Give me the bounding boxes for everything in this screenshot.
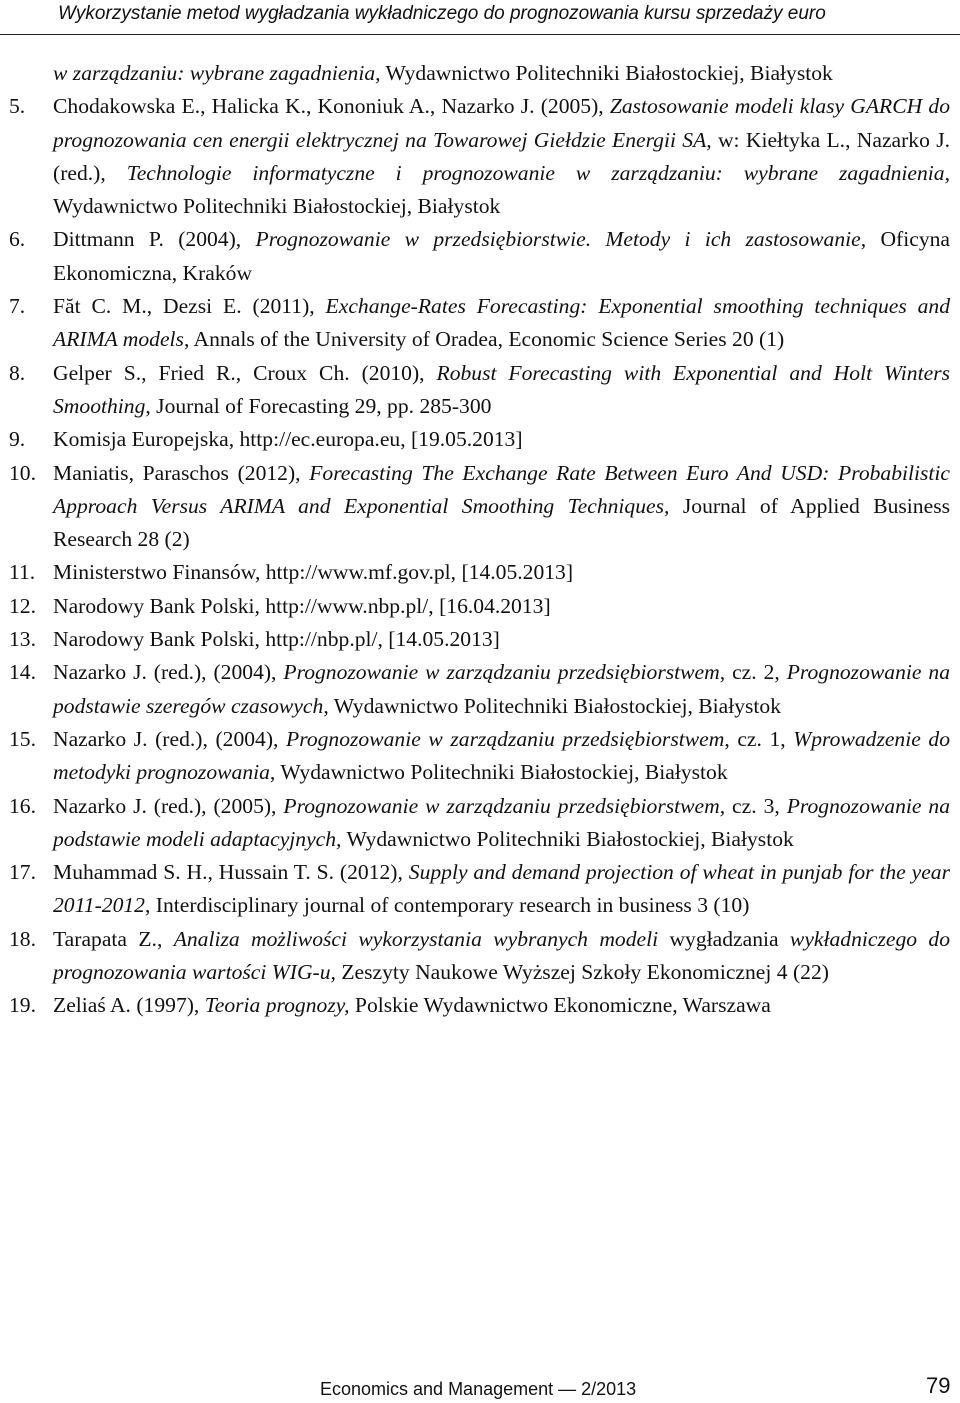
reference-number: 6.	[9, 227, 26, 252]
reference-source: , Interdisciplinary journal of contemporary research in business 3 (10)	[144, 893, 750, 918]
page-footer	[0, 1373, 960, 1403]
reference-item	[9, 656, 950, 723]
reference-subtitle: Prognozowanie na podstawie szeregów czasowych	[53, 660, 950, 718]
reference-title: Robust Forecasting with Exponential and Holt Winters Smoothing	[53, 360, 950, 418]
reference-source: Narodowy Bank Polski, http://nbp.pl/, [14.05.2013]	[53, 627, 500, 652]
reference-item	[9, 590, 950, 623]
reference-text	[53, 723, 950, 790]
reference-text	[53, 989, 950, 1022]
reference-authors: Maniatis, Paraschos (2012),	[53, 460, 310, 485]
reference-source: Komisja Europejska, http://ec.europa.eu, [19.05.2013]	[53, 427, 523, 452]
reference-text	[53, 556, 950, 589]
footer-journal: Economics and Management — 2/2013	[320, 1379, 637, 1399]
reference-text	[53, 423, 950, 456]
reference-title-cont: wykładniczego do prognozowania wartości WIG-u,	[53, 926, 950, 985]
reference-text	[53, 623, 950, 656]
reference-text	[53, 790, 950, 857]
reference-authors: Zeliaś A. (1997),	[53, 993, 205, 1018]
reference-authors: Făt C. M., Dezsi E. (2011),	[53, 294, 326, 319]
reference-source: Ministerstwo Finansów, http://www.mf.gov.pl, [14.05.2013]	[53, 560, 574, 585]
reference-item	[9, 623, 950, 656]
reference-number: 16.	[9, 793, 36, 818]
reference-title: Zastosowanie modeli klasy GARCH do prognozowania cen energii elektrycznej na Towarowej Giełdzie Energii SA,	[53, 94, 950, 152]
reference-number: 15.	[9, 726, 36, 751]
reference-item	[9, 989, 950, 1022]
reference-title: Forecasting The Exchange Rate Between Euro And USD: Probabilistic Approach Versus ARIMA and Exponential Smoothing Techniques,	[53, 460, 950, 518]
reference-item	[9, 90, 950, 223]
reference-source: Zeszyty Naukowe Wyższej Szkoły Ekonomicznej 4 (22)	[335, 960, 829, 985]
reference-number: 12.	[9, 593, 36, 618]
reference-item	[9, 723, 950, 790]
reference-text	[53, 856, 950, 923]
reference-item	[9, 57, 950, 90]
reference-item	[9, 423, 950, 456]
reference-authors: Nazarko J. (red.), (2004),	[53, 660, 284, 685]
reference-number: 8.	[9, 360, 26, 385]
reference-text	[53, 590, 950, 623]
reference-number: 17.	[9, 860, 36, 885]
reference-source: Wydawnictwo Politechniki Białostockiej, Białystok	[53, 194, 501, 219]
reference-number: 14.	[9, 660, 36, 685]
reference-source: , Annals of the University of Oradea, Economic Science Series 20 (1)	[183, 327, 785, 352]
reference-number: 5.	[9, 94, 26, 119]
reference-text	[53, 923, 950, 990]
reference-part: , cz. 2,	[719, 660, 787, 685]
reference-authors: Gelper S., Fried R., Croux Ch. (2010),	[53, 360, 437, 385]
reference-authors: Chodakowska E., Halicka K., Kononiuk A., Nazarko J. (2005),	[53, 94, 610, 119]
reference-title: Supply and demand projection of wheat in punjab for the year 2011-2012	[53, 860, 951, 918]
running-header	[0, 0, 960, 40]
reference-title: Analiza możliwości wykorzystania wybranych modeli	[173, 926, 659, 951]
reference-title: w zarządzaniu: wybrane zagadnienia,	[53, 61, 381, 85]
reference-number: 19.	[9, 993, 36, 1018]
reference-number: 10.	[9, 460, 36, 485]
reference-authors: Nazarko J. (red.), (2005),	[53, 793, 284, 818]
reference-number: 9.	[9, 427, 26, 452]
reference-number: 13.	[9, 627, 36, 652]
reference-item	[9, 856, 950, 923]
reference-source: Narodowy Bank Polski, http://www.nbp.pl/, [16.04.2013]	[53, 593, 551, 618]
reference-authors: Nazarko J. (red.), (2004),	[53, 726, 287, 751]
reference-title: Prognozowanie w przedsiębiorstwie. Metody i ich zastosowanie,	[255, 227, 867, 252]
reference-source: , Wydawnictwo Politechniki Białostockiej, Białystok	[323, 693, 782, 718]
reference-book-title: Technologie informatyczne i prognozowanie w zarządzaniu: wybrane zagadnienia,	[126, 160, 950, 185]
reference-text	[53, 656, 950, 723]
reference-number: 18.	[9, 926, 36, 951]
reference-item	[9, 923, 950, 990]
reference-source: Wydawnictwo Politechniki Białostockiej, Białystok	[341, 826, 794, 851]
reference-middle: wygładzania	[658, 926, 790, 951]
reference-number: 7.	[9, 294, 26, 319]
reference-authors: Muhammad S. H., Hussain T. S. (2012),	[53, 860, 409, 885]
reference-subtitle: Wprowadzenie do metodyki prognozowania	[53, 726, 950, 785]
reference-source: Wydawnictwo Politechniki Białostockiej, Białystok	[380, 61, 833, 85]
reference-authors: Tarapata Z.,	[53, 926, 174, 951]
reference-text	[53, 457, 950, 557]
reference-item	[9, 790, 950, 857]
reference-text	[53, 57, 950, 90]
reference-subtitle: Prognozowanie na podstawie modeli adaptacyjnych,	[53, 793, 950, 851]
reference-item	[9, 290, 950, 357]
reference-text	[53, 223, 950, 290]
reference-number: 11.	[9, 560, 36, 585]
reference-source: Oficyna Ekonomiczna, Kraków	[53, 227, 950, 285]
reference-title: Prognozowanie w zarządzaniu przedsiębiorstwem	[283, 660, 720, 685]
reference-source: , Journal of Forecasting 29, pp. 285-300	[145, 393, 492, 418]
reference-title: Prognozowanie w zarządzaniu przedsiębiorstwem,	[283, 793, 726, 818]
page-number: 79	[926, 1373, 951, 1398]
reference-title: Teoria prognozy,	[204, 993, 350, 1018]
reference-part: cz. 3,	[725, 793, 787, 818]
reference-editors: w: Kiełtyka L., Nazarko J. (red.),	[53, 127, 950, 185]
reference-item	[9, 457, 950, 557]
running-header-title: Wykorzystanie metod wygładzania wykładniczego do prognozowania kursu sprzedaży euro	[58, 3, 826, 24]
reference-part: , cz. 1,	[724, 726, 794, 751]
reference-item	[9, 556, 950, 589]
reference-item	[9, 223, 950, 290]
reference-source: Journal of Applied Business Research 28 (2)	[53, 493, 950, 552]
reference-source: Polskie Wydawnictwo Ekonomiczne, Warszawa	[349, 993, 771, 1018]
reference-title: Prognozowanie w zarządzaniu przedsiębiorstwem	[286, 726, 725, 751]
reference-item	[9, 357, 950, 424]
reference-authors: Dittmann P. (2004),	[53, 227, 256, 252]
reference-text	[53, 90, 950, 223]
reference-list	[0, 57, 960, 1023]
reference-text	[53, 290, 950, 357]
reference-source: , Wydawnictwo Politechniki Białostockiej, Białystok	[269, 760, 728, 785]
reference-text	[53, 357, 950, 424]
reference-title: Exchange-Rates Forecasting: Exponential smoothing techniques and ARIMA models	[53, 294, 950, 352]
